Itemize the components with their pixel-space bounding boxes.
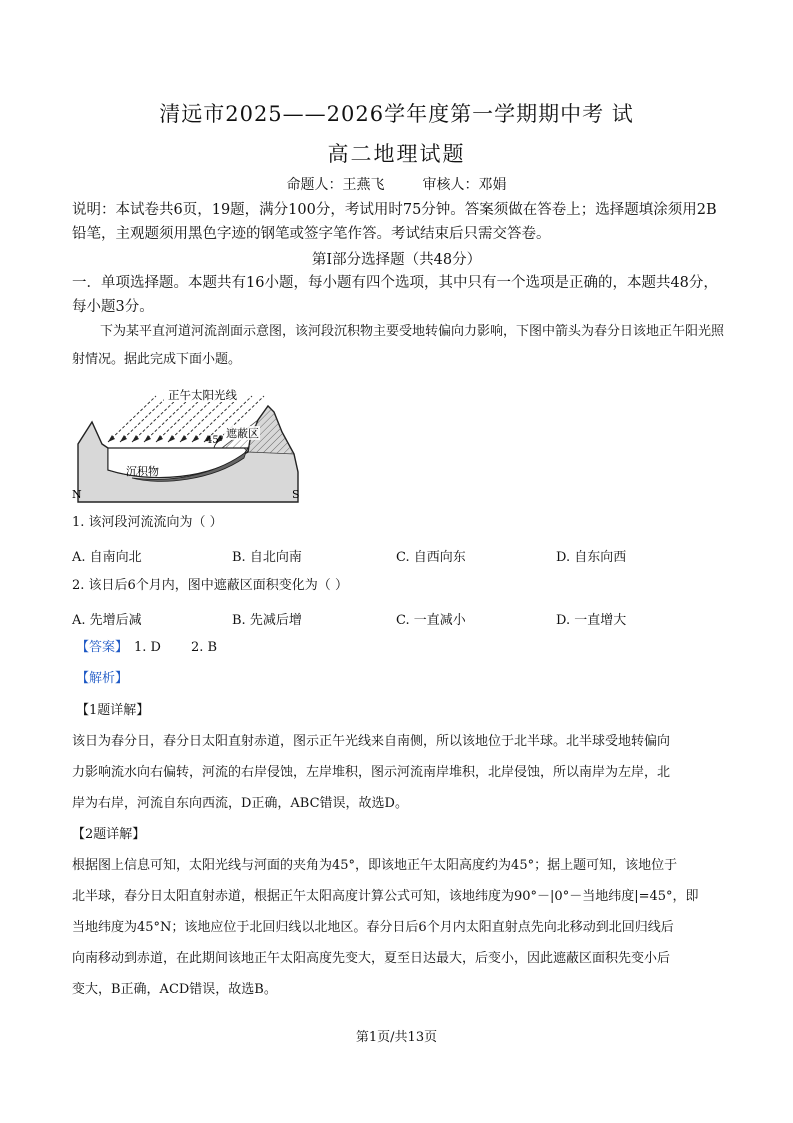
river-profile-figure: [72, 382, 308, 506]
author-name: 命题人：王燕飞: [286, 177, 385, 193]
south-label: S: [292, 488, 300, 501]
part-heading: 第Ⅰ部分选择题（共48分）: [311, 252, 482, 268]
instructions-text: 说明：本试卷共6页，19题，满分100分，考试用时75分钟。答案须做在答卷上；选择题填涂须用2B铅笔，主观题须用黑色字迹的钢笔或签字笔作答。考试结束后只需交答卷。: [72, 202, 717, 242]
q1-detail-tag: 【1题详解】: [76, 703, 150, 718]
question-1-options: [72, 546, 724, 565]
q2-detail-tag: 【2题详解】: [72, 827, 146, 842]
exam-subtitle: 高二地理试题: [327, 142, 466, 166]
q2-option-b: B. 先减后增: [232, 613, 302, 628]
q2-option-d: D. 一直增大: [556, 613, 627, 628]
q2-option-c: C. 一直减小: [396, 613, 466, 628]
question-1-stem: 1. 该河段河流流向为（ ）: [72, 515, 223, 530]
question-2-stem: 2. 该日后6个月内，图中遮蔽区面积变化为（ ）: [72, 578, 348, 593]
q1-option-c: C. 自西向东: [396, 550, 466, 565]
q2-detail-line: 变大，B正确，ACD错误，故选B。: [72, 982, 277, 997]
answer-2: 2. B: [190, 640, 218, 655]
q1-option-d: D. 自东向西: [556, 550, 627, 565]
q1-detail-line: 岸为右岸，河流自东向西流，D正确，ABC错误，故选D。: [72, 796, 408, 811]
section-intro: 一．单项选择题。本题共有16小题，每小题有四个选项，其中只有一个选项是正确的，本题共48分，每小题3分。: [72, 275, 718, 315]
exam-title: 清远市2025——2026学年度第一学期期中考 试: [159, 102, 634, 126]
q2-option-a: A. 先增后减: [72, 613, 142, 628]
answer-tag: 【答案】: [76, 640, 129, 655]
sunlight-label: 正午太阳光线: [168, 388, 237, 402]
page-footer: 第1页/共13页: [355, 1030, 438, 1045]
shade-label: 遮蔽区: [226, 427, 259, 440]
q2-detail-line: 根据图上信息可知，太阳光线与河面的夹角为45°，即该地正午太阳高度约为45°；据上题可知，该地位于: [72, 858, 678, 873]
q1-option-a: A. 自南向北: [72, 550, 142, 565]
q1-detail-line: 力影响流水向右偏转，河流的右岸侵蚀，左岸堆积，图示河流南岸堆积，北岸侵蚀，所以南岸为左岸，北: [72, 765, 671, 780]
answer-1: 1. D: [134, 640, 161, 655]
q1-option-b: B. 自北向南: [232, 550, 302, 565]
answer-line: [76, 632, 728, 663]
q2-detail-line: 北半球，春分日太阳直射赤道，根据正午太阳高度计算公式可知，该地纬度为90°－|0°－当地纬度|=45°，即: [72, 889, 699, 904]
analysis-tag: 【解析】: [76, 671, 129, 686]
north-label: N: [72, 488, 82, 501]
q2-detail-line: 当地纬度为45°N；该地应位于北回归线以北地区。春分日后6个月内太阳直射点先向北移动到北回归线后: [72, 920, 674, 935]
author-line: [0, 174, 793, 194]
q2-detail-line: 向南移动到赤道，在此期间该地正午太阳高度先变大，夏至日达最大，后变小，因此遮蔽区面积先变小后: [72, 951, 671, 966]
question-2-options: [72, 609, 724, 628]
angle-label: 45°: [206, 435, 224, 446]
question-stem-text: 下为某平直河道河流剖面示意图，该河段沉积物主要受地转偏向力影响，下图中箭头为春分日该地正午阳光照射情况。据此完成下面小题。: [72, 324, 725, 367]
sediment-label: 沉积物: [126, 465, 159, 478]
q1-detail-line: 该日为春分日，春分日太阳直射赤道，图示正午光线来自南侧，所以该地位于北半球。北半球受地转偏向: [72, 734, 671, 749]
reviewer-name: 审核人：邓娟: [422, 177, 507, 193]
